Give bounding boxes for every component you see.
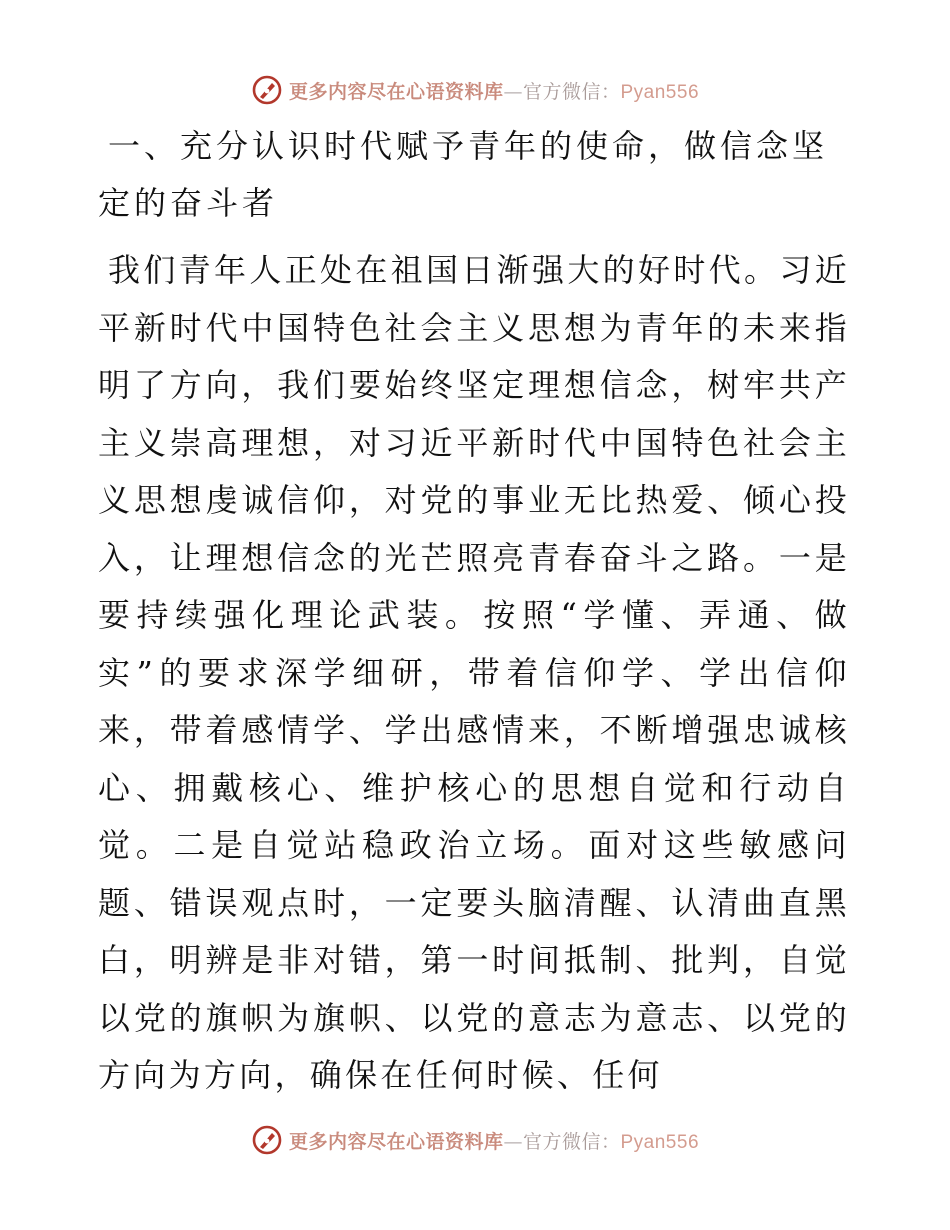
watermark-separator: — bbox=[503, 80, 523, 103]
watermark-site-text: 更多内容尽在心语资料库 bbox=[288, 80, 504, 103]
watermark-group bbox=[251, 74, 699, 106]
document-body bbox=[98, 118, 850, 1105]
section-heading: 一、充分认识时代赋予青年的使命，做信念坚定的奋斗者 bbox=[98, 127, 829, 222]
body-paragraph: 我们青年人正处在祖国日渐强大的好时代。习近平新时代中国特色社会主义思想为青年的未来指明了方向，我们要始终坚定理想信念，树牢共产主义崇高理想，对习近平新时代中国特色社会主义思想虔诚信仰，对党的事业无比热爱、倾心投入，让理想信念的光芒照亮青春奋斗之路。一是要持续强化理论武装。按照“学懂、弄通、做实”的要求深学细研，带着信仰学、学出信仰来，带着感情学、学出感情来，不断增强忠诚核心、拥戴核心、维护核心的思想自觉和行动自觉。二是自觉站稳政治立场。面对这些敏感问题、错误观点时，一定要头脑清醒、认清曲直黑白，明辨是非对错，第一时间抵制、批判，自觉以党的旗帜为旗帜、以党的意志为意志、以党的方向为方向，确保在任何时候、任何 bbox=[98, 251, 850, 1094]
watermark-site-text: 更多内容尽在心语资料库 bbox=[288, 1130, 504, 1153]
header-watermark bbox=[0, 70, 950, 110]
watermark-text bbox=[289, 77, 699, 104]
watermark-wechat-label: 官方微信： bbox=[522, 1130, 621, 1153]
pen-circle-icon bbox=[251, 1124, 283, 1156]
pen-circle-icon bbox=[251, 74, 283, 106]
watermark-separator: — bbox=[503, 1130, 523, 1153]
watermark-account: Pyan556 bbox=[620, 1131, 700, 1153]
footer-watermark bbox=[0, 1120, 950, 1160]
watermark-text bbox=[289, 1127, 699, 1154]
watermark-account: Pyan556 bbox=[620, 81, 700, 103]
watermark-wechat-label: 官方微信： bbox=[522, 80, 621, 103]
watermark-group bbox=[251, 1124, 699, 1156]
